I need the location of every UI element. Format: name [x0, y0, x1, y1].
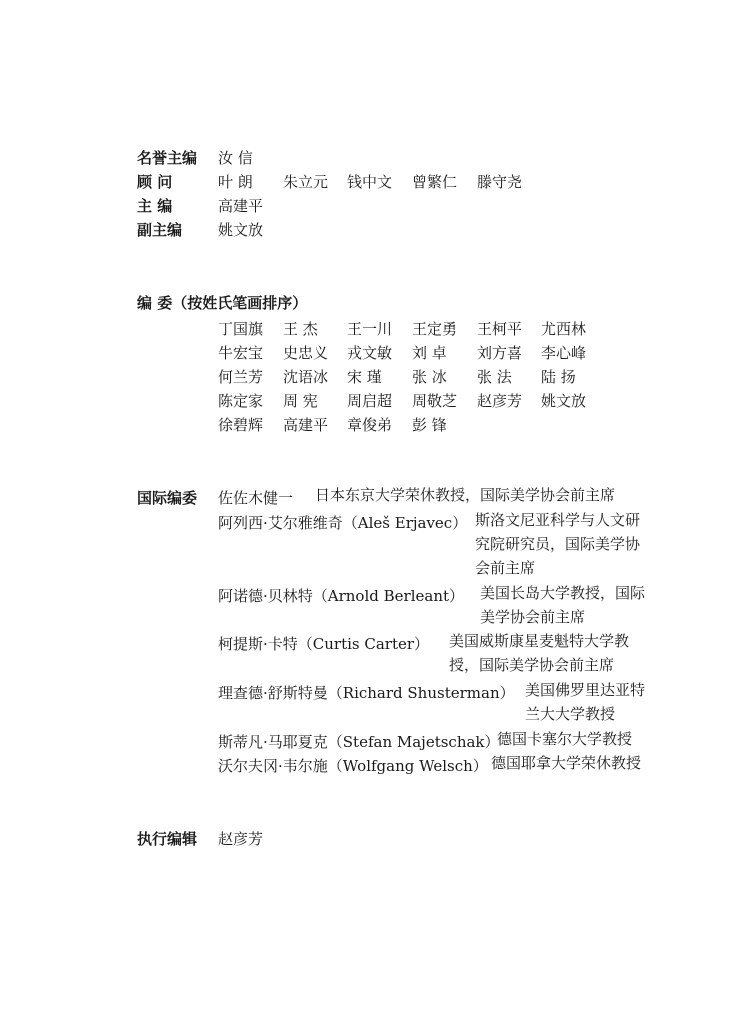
chief-editor-name: 高建平	[218, 197, 264, 215]
advisor-name: 钱中文	[347, 173, 393, 191]
executive-editor-name: 赵彦芳	[218, 830, 264, 848]
board-member-name: 陆 扬	[541, 368, 576, 386]
board-member-name: 周敬芝	[412, 392, 458, 410]
board-member-name: 刘方喜	[477, 344, 523, 362]
board-member-name: 周 宪	[283, 392, 318, 410]
intl-member-desc: 日本东京大学荣休教授，国际美学协会前主席	[315, 486, 616, 504]
board-member-name: 赵彦芳	[477, 392, 523, 410]
board-member-name: 戎文敏	[347, 344, 393, 362]
board-member-name: 张 冰	[412, 368, 447, 386]
board-member-name: 史忠义	[283, 344, 329, 362]
editorial-board-label: 编 委（按姓氏笔画排序）	[137, 294, 308, 312]
board-member-name: 周启超	[347, 392, 393, 410]
intl-member-name: 沃尔夫冈·韦尔施（Wolfgang Welsch）	[218, 757, 488, 775]
board-member-name: 李心峰	[541, 344, 587, 362]
chief-editor-label: 主 编	[137, 197, 173, 215]
board-member-name: 王定勇	[412, 320, 458, 338]
intl-member-name: 理查德·舒斯特曼（Richard Shusterman）	[218, 684, 515, 702]
board-member-name: 高建平	[283, 416, 329, 434]
international-board-label: 国际编委	[137, 489, 198, 507]
deputy-editor-label: 副主编	[137, 221, 183, 239]
deputy-editor-name: 姚文放	[218, 221, 264, 239]
board-member-name: 陈定家	[218, 392, 264, 410]
board-member-name: 宋 瑾	[347, 368, 382, 386]
board-member-name: 王 杰	[283, 320, 318, 338]
board-member-name: 王柯平	[477, 320, 523, 338]
intl-member-desc: 斯洛文尼亚科学与人文研 究院研究员，国际美学协 会前主席	[475, 511, 641, 577]
board-member-name: 王一川	[347, 320, 393, 338]
honorary-chief-editor-label: 名誉主编	[137, 149, 198, 167]
intl-member-desc: 美国佛罗里达亚特 兰大大学教授	[525, 681, 646, 723]
board-member-name: 姚文放	[541, 392, 587, 410]
intl-member-desc: 美国威斯康星麦魁特大学教 授，国际美学协会前主席	[449, 632, 630, 674]
board-member-name: 沈语冰	[283, 368, 329, 386]
advisor-name: 叶 朗	[218, 173, 253, 191]
board-member-name: 张 法	[477, 368, 512, 386]
executive-editor-label: 执行编辑	[137, 830, 198, 848]
intl-member-name: 佐佐木健一	[218, 489, 294, 507]
advisor-name: 滕守尧	[477, 173, 523, 191]
advisor-name: 曾繁仁	[412, 173, 458, 191]
board-member-name: 丁国旗	[218, 320, 264, 338]
advisor-name: 朱立元	[283, 173, 329, 191]
intl-member-desc: 德国卡塞尔大学教授	[497, 730, 633, 748]
honorary-chief-editor-name: 汝 信	[218, 149, 253, 167]
intl-member-name: 斯蒂凡·马耶夏克（Stefan Majetschak）	[218, 733, 500, 751]
board-member-name: 何兰芳	[218, 368, 264, 386]
intl-member-name: 阿诺德·贝林特（Arnold Berleant）	[218, 587, 465, 605]
board-member-name: 章俊弟	[347, 416, 393, 434]
intl-member-name: 柯提斯·卡特（Curtis Carter）	[218, 635, 430, 653]
board-member-name: 刘 卓	[412, 344, 447, 362]
intl-member-desc: 美国长岛大学教授，国际 美学协会前主席	[480, 584, 646, 626]
intl-member-desc: 德国耶拿大学荣休教授	[491, 754, 642, 772]
board-member-name: 彭 锋	[412, 416, 447, 434]
board-member-name: 尤西林	[541, 320, 587, 338]
board-member-name: 牛宏宝	[218, 344, 264, 362]
board-member-name: 徐碧辉	[218, 416, 264, 434]
intl-member-name: 阿列西·艾尔雅维奇（Aleš Erjavec）	[218, 514, 468, 532]
advisors-label: 顾 问	[137, 173, 173, 191]
